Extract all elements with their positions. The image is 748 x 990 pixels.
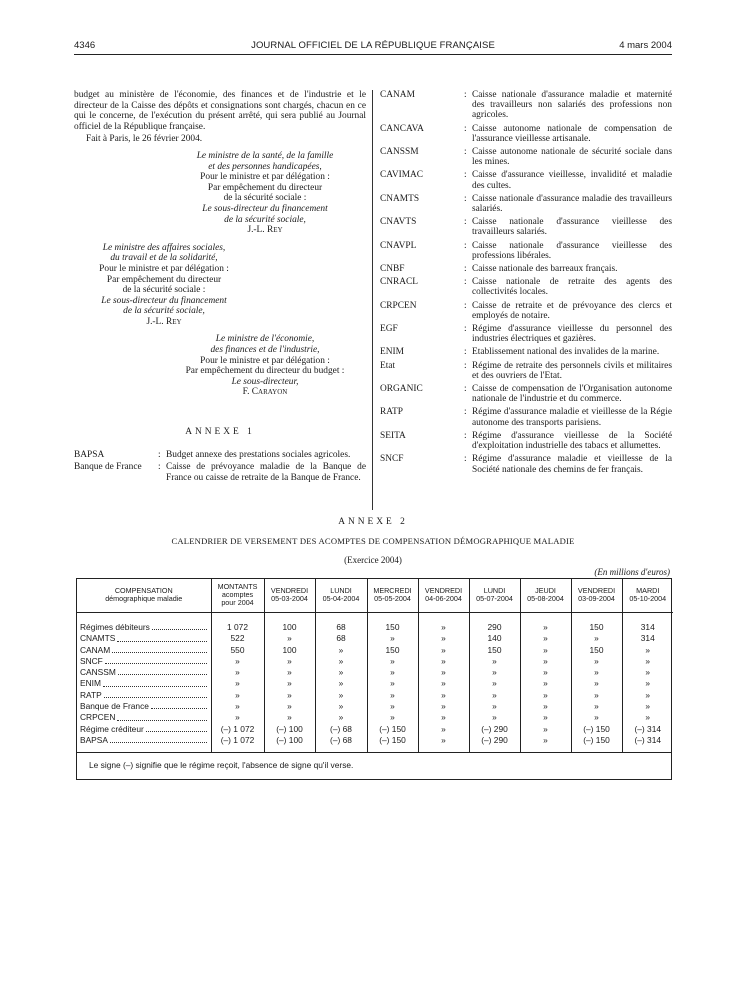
- sig1-line: Par empêchement du directeur: [207, 182, 323, 193]
- value-cell: »: [622, 712, 673, 723]
- dot-leader: [112, 645, 206, 653]
- sig1-line: Le sous-directeur du financement: [202, 203, 328, 214]
- value-cell: »: [622, 656, 673, 667]
- value-cell: 68: [315, 633, 367, 644]
- glossary-abbr: SEITA: [380, 430, 406, 441]
- sig1-signatory: J.-L. Rey: [247, 225, 283, 236]
- value-cell: »: [418, 667, 469, 678]
- value-cell: »: [367, 656, 418, 667]
- value-cell: (–) 100: [264, 724, 315, 735]
- value-cell: »: [418, 712, 469, 723]
- annexe-1-def: Caisse de prévoyance maladie de la Banque de France ou caisse de retraite de la Banque de France.: [166, 462, 366, 483]
- value-cell: (–) 290: [469, 735, 520, 746]
- column-header-line: JEUDI: [535, 586, 556, 596]
- row-label-text: Banque de France: [80, 701, 149, 712]
- row-label: [80, 724, 208, 735]
- value-cell: »: [367, 712, 418, 723]
- value-cell: »: [571, 690, 622, 701]
- value-cell: »: [469, 656, 520, 667]
- sig2-line: de la sécurité sociale,: [123, 306, 205, 317]
- value-cell: 100: [264, 622, 315, 633]
- value-cell: (–) 68: [315, 735, 367, 746]
- value-cell: »: [469, 667, 520, 678]
- sig2-line: Le sous-directeur du financement: [101, 295, 227, 306]
- glossary-def: Régime d'assurance vieillesse du personnel des industries électriques et gazières.: [472, 324, 672, 345]
- value-cell: »: [571, 633, 622, 644]
- glossary-def: Caisse d'assurance vieillesse, invalidité et maladie des cultes.: [472, 170, 672, 191]
- spacer-cell: [418, 612, 469, 622]
- value-cell: »: [622, 667, 673, 678]
- column-header-line: 05-05-2004: [374, 594, 411, 604]
- table-row: [77, 633, 673, 644]
- value-cell: »: [264, 701, 315, 712]
- glossary-abbr: EGF: [380, 324, 398, 335]
- glossary-def: Caisse nationale des barreaux français.: [472, 264, 618, 275]
- value-cell: (–) 100: [264, 735, 315, 746]
- row-label-text: CANAM: [80, 644, 111, 655]
- row-label: [80, 667, 208, 678]
- column-header: [367, 579, 418, 612]
- glossary-item: SNCF : Régime d'assurance maladie et vieillesse de la Société nationale des chemins de fer français.: [380, 454, 672, 475]
- value-cell: (–) 314: [622, 735, 673, 746]
- value-cell: 522: [211, 633, 264, 644]
- glossary-abbr: SNCF: [380, 454, 404, 465]
- sig2-line: du travail et de la solidarité,: [110, 253, 218, 264]
- table-spacer-row: [77, 612, 673, 622]
- value-cell: »: [520, 701, 571, 712]
- value-cell: 150: [469, 645, 520, 656]
- column-header-line: acomptes: [221, 590, 254, 600]
- row-label-cell: [77, 712, 211, 723]
- glossary-def: Caisse autonome nationale de sécurité sociale dans les mines.: [472, 147, 672, 168]
- column-header-line: MONTANTS: [217, 582, 258, 592]
- value-cell: (–) 150: [367, 735, 418, 746]
- value-cell: »: [367, 678, 418, 689]
- value-cell: »: [418, 735, 469, 746]
- column-header-line: 05-10-2004: [629, 594, 667, 604]
- value-cell: »: [469, 690, 520, 701]
- glossary-item: CNAVTS : Caisse nationale d'assurance vieillesse des travailleurs salariés.: [380, 217, 672, 238]
- row-label-cell: [77, 622, 211, 633]
- sig2-line: Pour le ministre et par délégation :: [99, 263, 229, 274]
- issue-date: 4 mars 2004: [619, 40, 672, 51]
- value-cell: (–) 314: [622, 724, 673, 735]
- table-row: [77, 678, 673, 689]
- value-cell: »: [211, 712, 264, 723]
- column-header-line: 04-06-2004: [425, 594, 462, 604]
- value-cell: »: [418, 690, 469, 701]
- row-label-text: CRPCEN: [80, 712, 116, 723]
- value-cell: 150: [367, 645, 418, 656]
- glossary-item: CAVIMAC : Caisse d'assurance vieillesse, invalidité et maladie des cultes.: [380, 170, 672, 191]
- glossary: [380, 90, 672, 478]
- table-row: [77, 712, 673, 723]
- row-label-text: Régimes débiteurs: [80, 622, 150, 632]
- table-header-row: [77, 579, 673, 612]
- value-cell: »: [211, 667, 264, 678]
- value-cell: »: [367, 701, 418, 712]
- glossary-abbr: CAVIMAC: [380, 170, 424, 181]
- glossary-abbr: CANCAVA: [380, 123, 424, 134]
- column-header: [469, 579, 520, 612]
- glossary-abbr: CRPCEN: [380, 300, 417, 311]
- row-label-cell: [77, 645, 211, 656]
- annexe-1-item: Banque de France : Caisse de prévoyance maladie de la Banque de France ou caisse de retraite de la Banque de France.: [74, 462, 366, 483]
- value-cell: »: [264, 690, 315, 701]
- row-label-cell: [77, 690, 211, 701]
- value-cell: »: [264, 656, 315, 667]
- dot-leader: [103, 678, 207, 686]
- spacer-cell: [77, 612, 211, 622]
- value-cell: 1 072: [211, 622, 264, 633]
- glossary-item: ENIM : Etablissement national des invalides de la marine.: [380, 347, 672, 357]
- value-cell: »: [520, 678, 571, 689]
- value-cell: »: [622, 690, 673, 701]
- row-label: [80, 701, 208, 712]
- glossary-def: Caisse nationale d'assurance maladie des travailleurs salariés.: [472, 193, 672, 215]
- sig3-line: Pour le ministre et par délégation :: [200, 355, 330, 366]
- glossary-def: Caisse de compensation de l'Organisation autonome nationale de l'industrie et du commerce.: [472, 384, 672, 405]
- row-label-text: Régime créditeur: [80, 723, 144, 734]
- value-cell: (–) 150: [367, 724, 418, 735]
- row-label: [80, 735, 208, 746]
- value-cell: »: [469, 701, 520, 712]
- value-cell: (–) 1 072: [211, 724, 264, 735]
- value-cell: »: [418, 701, 469, 712]
- value-cell: 550: [211, 645, 264, 656]
- sig1-line: de la sécurité sociale,: [224, 214, 306, 225]
- column-header: [571, 579, 622, 612]
- value-cell: »: [571, 678, 622, 689]
- row-label: [80, 622, 208, 633]
- value-cell: (–) 150: [571, 724, 622, 735]
- row-label: [80, 645, 208, 656]
- glossary-item: CNAVPL : Caisse nationale d'assurance vieillesse des professions libérales.: [380, 240, 672, 261]
- value-cell: (–) 1 072: [211, 735, 264, 746]
- glossary-def: Caisse nationale d'assurance vieillesse des travailleurs salariés.: [472, 217, 672, 238]
- dot-leader: [117, 712, 206, 720]
- value-cell: »: [367, 690, 418, 701]
- spacer-cell: [315, 612, 367, 622]
- value-cell: »: [571, 656, 622, 667]
- column-header: [520, 579, 571, 612]
- unit-note: (En millions d'euros): [594, 567, 670, 577]
- column-header-line: LUNDI: [483, 586, 506, 596]
- signature-block-3: [74, 334, 366, 398]
- signature-block-1: [74, 151, 366, 236]
- value-cell: »: [418, 645, 469, 656]
- annexe-1-abbr: Banque de France: [74, 462, 142, 473]
- column-header-line: 05-04-2004: [322, 594, 360, 604]
- glossary-abbr: ORGANIC: [380, 384, 423, 395]
- value-cell: »: [418, 622, 469, 633]
- value-cell: »: [315, 656, 367, 667]
- value-cell: »: [469, 678, 520, 689]
- annexe-2-heading: [74, 517, 672, 565]
- glossary-abbr: CNBF: [380, 264, 405, 275]
- value-cell: »: [571, 712, 622, 723]
- row-label-text: CANSSM: [80, 667, 116, 678]
- spacer-cell: [264, 612, 315, 622]
- glossary-abbr: CANAM: [380, 90, 415, 100]
- spacer-cell: [211, 612, 264, 622]
- spacer-cell: [367, 612, 418, 622]
- glossary-def: Etablissement national des invalides de la marine.: [472, 347, 660, 358]
- value-cell: »: [520, 667, 571, 678]
- column-header-line: LUNDI: [330, 586, 352, 596]
- glossary-item: CANCAVA : Caisse autonome nationale de compensation de l'assurance vieillesse artisanale.: [380, 123, 672, 144]
- value-cell: »: [367, 667, 418, 678]
- value-cell: 100: [264, 645, 315, 656]
- sig3-line: Par empêchement du directeur du budget :: [185, 366, 345, 377]
- glossary-item: CNAMTS : Caisse nationale d'assurance maladie des travailleurs salariés.: [380, 193, 672, 215]
- value-cell: »: [520, 690, 571, 701]
- journal-title: JOURNAL OFFICIEL DE LA RÉPUBLIQUE FRANÇAISE: [251, 40, 495, 51]
- value-cell: 140: [469, 633, 520, 644]
- value-cell: »: [211, 656, 264, 667]
- sig3-line: des finances et de l'industrie,: [210, 345, 320, 356]
- annexe-1-item: BAPSA : Budget annexe des prestations sociales agricoles.: [74, 450, 366, 461]
- column-header-line: 05-03-2004: [271, 594, 308, 604]
- value-cell: 150: [367, 622, 418, 633]
- annexe-1-def: Budget annexe des prestations sociales agricoles.: [166, 449, 351, 460]
- value-cell: »: [520, 656, 571, 667]
- annexe-1: [74, 427, 366, 485]
- value-cell: »: [264, 712, 315, 723]
- value-cell: »: [520, 735, 571, 746]
- value-cell: »: [571, 701, 622, 712]
- column-header: [77, 579, 211, 612]
- annexe-2-exercise: (Exercice 2004): [344, 555, 402, 565]
- table-row: [77, 622, 673, 633]
- glossary-def: Caisse nationale d'assurance vieillesse des professions libérales.: [472, 240, 672, 261]
- sig1-line: et des personnes handicapées,: [208, 161, 322, 172]
- glossary-item: ORGANIC : Caisse de compensation de l'Organisation autonome nationale de l'industrie et du commerce.: [380, 384, 672, 405]
- value-cell: »: [315, 667, 367, 678]
- glossary-def: Caisse autonome nationale de compensation de l'assurance vieillesse artisanale.: [472, 123, 672, 144]
- table-row: [77, 735, 673, 746]
- value-cell: »: [622, 645, 673, 656]
- dot-leader: [146, 724, 207, 732]
- table-row: [77, 701, 673, 712]
- dot-leader: [117, 633, 206, 641]
- table-row: [77, 667, 673, 678]
- spacer-cell: [469, 612, 520, 622]
- sig2-line: Par empêchement du directeur: [106, 274, 222, 285]
- glossary-item: CANSSM : Caisse autonome nationale de sécurité sociale dans les mines.: [380, 147, 672, 168]
- sig1-line: de la sécurité sociale :: [223, 193, 307, 204]
- value-cell: »: [622, 701, 673, 712]
- glossary-item: CANAM : Caisse nationale d'assurance maladie et maternité des travailleurs non salariés des professions non agricoles.: [380, 90, 672, 121]
- value-cell: (–) 150: [571, 735, 622, 746]
- glossary-abbr: CNAVPL: [380, 240, 417, 251]
- table-footnote: Le signe (–) signifie que le régime reçoit, l'absence de signe qu'il verse.: [77, 752, 671, 779]
- column-header-line: pour 2004: [221, 598, 254, 608]
- row-label-cell: [77, 656, 211, 667]
- row-label-cell: [77, 724, 211, 735]
- row-label-text: RATP: [80, 689, 102, 700]
- done-at: Fait à Paris, le 26 février 2004.: [86, 134, 203, 145]
- row-label-text: CNAMTS: [80, 633, 116, 644]
- column-divider: [372, 90, 373, 510]
- value-cell: »: [520, 622, 571, 633]
- payment-calendar-table: [76, 578, 672, 780]
- value-cell: »: [520, 645, 571, 656]
- value-cell: 314: [622, 633, 673, 644]
- glossary-def: Régime d'assurance maladie et vieillesse de la Régie autonome des transports parisiens.: [472, 407, 672, 428]
- row-label-text: SNCF: [80, 655, 103, 666]
- glossary-abbr: CNAMTS: [380, 193, 420, 204]
- value-cell: 150: [571, 622, 622, 633]
- intro-paragraph: budget au ministère de l'économie, des finances et de l'industrie et le directeur de la Caisse des dépôts et consignations sont chargés, chacun en ce qui le concerne, de l'exécution du présent arrêté, qui sera publié au Journal officiel de la République française.: [74, 90, 366, 132]
- value-cell: (–) 68: [315, 724, 367, 735]
- dot-leader: [110, 735, 207, 743]
- row-label-cell: [77, 667, 211, 678]
- value-cell: »: [315, 678, 367, 689]
- glossary-item: CRPCEN : Caisse de retraite et de prévoyance des clercs et employés de notaire.: [380, 300, 672, 321]
- sig3-signatory: F. Carayon: [242, 387, 288, 398]
- value-cell: »: [315, 712, 367, 723]
- value-cell: »: [211, 678, 264, 689]
- column-header-line: 05-08-2004: [527, 594, 564, 604]
- sig1-line: Le ministre de la santé, de la famille: [196, 150, 334, 161]
- value-cell: »: [520, 724, 571, 735]
- glossary-def: Caisse nationale d'assurance maladie et maternité des travailleurs non salariés des professions non agricoles.: [472, 90, 672, 121]
- row-label-cell: [77, 701, 211, 712]
- column-header-line: 05-07-2004: [476, 594, 513, 604]
- dot-leader: [118, 667, 207, 675]
- glossary-abbr: CNRACL: [380, 277, 419, 288]
- value-cell: »: [418, 656, 469, 667]
- glossary-item: CNRACL : Caisse nationale de retraite des agents des collectivités locales.: [380, 277, 672, 298]
- spacer-cell: [520, 612, 571, 622]
- column-header: [264, 579, 315, 612]
- table-row: [77, 724, 673, 735]
- spacer-cell: [571, 612, 622, 622]
- dot-leader: [152, 622, 207, 630]
- header-rule: [74, 54, 672, 55]
- column-header-line: VENDREDI: [577, 586, 616, 596]
- glossary-item: EGF : Régime d'assurance vieillesse du personnel des industries électriques et gazières.: [380, 324, 672, 345]
- sig2-signatory: J.-L. Rey: [146, 316, 182, 327]
- value-cell: (–) 290: [469, 724, 520, 735]
- value-cell: »: [571, 667, 622, 678]
- value-cell: »: [211, 701, 264, 712]
- value-cell: »: [520, 633, 571, 644]
- annexe-2-title: ANNEXE 2: [338, 517, 408, 527]
- table-row: [77, 690, 673, 701]
- glossary-item: SEITA : Régime d'assurance vieillesse de la Société d'exploitation industrielle des tabacs et allumettes.: [380, 430, 672, 452]
- glossary-item: RATP : Régime d'assurance maladie et vieillesse de la Régie autonome des transports parisiens.: [380, 407, 672, 428]
- glossary-abbr: RATP: [380, 407, 403, 418]
- glossary-item: CNBF : Caisse nationale des barreaux français.: [380, 264, 672, 274]
- sig1-line: Pour le ministre et par délégation :: [200, 172, 330, 183]
- row-label-cell: [77, 678, 211, 689]
- sig3-line: Le sous-directeur,: [231, 376, 299, 387]
- value-cell: »: [315, 690, 367, 701]
- glossary-abbr: CANSSM: [380, 147, 419, 158]
- row-label: [80, 633, 208, 644]
- glossary-def: Régime d'assurance vieillesse de la Société d'exploitation industrielle des tabacs et allumettes.: [472, 430, 672, 452]
- column-header: [418, 579, 469, 612]
- row-label-cell: [77, 633, 211, 644]
- glossary-abbr: Etat: [380, 360, 396, 371]
- value-cell: »: [469, 712, 520, 723]
- value-cell: »: [520, 712, 571, 723]
- column-header-line: VENDREDI: [424, 586, 463, 596]
- spacer-cell: [622, 612, 673, 622]
- glossary-def: Caisse nationale de retraite des agents des collectivités locales.: [472, 277, 672, 298]
- value-cell: »: [264, 667, 315, 678]
- dot-leader: [104, 690, 207, 698]
- value-cell: »: [418, 724, 469, 735]
- table-row: [77, 645, 673, 656]
- value-cell: »: [622, 678, 673, 689]
- dot-leader: [105, 656, 207, 664]
- sig2-line: de la sécurité sociale :: [122, 285, 206, 296]
- table-row: [77, 656, 673, 667]
- column-header-line: VENDREDI: [270, 586, 309, 596]
- glossary-def: Régime d'assurance maladie et vieillesse de la Société nationale des chemins de fer français.: [472, 454, 672, 475]
- value-cell: »: [315, 701, 367, 712]
- row-label: [80, 712, 208, 723]
- row-label-text: BAPSA: [80, 734, 108, 745]
- column-header-line: 03-09-2004: [578, 594, 615, 604]
- column-header-line: démographique maladie: [105, 594, 183, 604]
- column-header-line: MERCREDI: [373, 586, 412, 596]
- page-number: 4346: [74, 40, 96, 51]
- annexe-1-title: ANNEXE 1: [185, 427, 255, 437]
- sig2-line: Le ministre des affaires sociales,: [102, 242, 226, 253]
- value-cell: »: [367, 633, 418, 644]
- glossary-abbr: CNAVTS: [380, 217, 417, 228]
- glossary-def: Caisse de retraite et de prévoyance des clercs et employés de notaire.: [472, 300, 672, 321]
- column-header: [622, 579, 673, 612]
- value-cell: 150: [571, 645, 622, 656]
- column-header: [211, 579, 264, 612]
- row-label-cell: [77, 735, 211, 746]
- row-label: [80, 656, 208, 667]
- column-header-line: MARDI: [636, 586, 660, 596]
- signature-block-2: [74, 243, 254, 328]
- row-label-text: ENIM: [80, 678, 101, 689]
- column-header-line: COMPENSATION: [114, 586, 173, 596]
- value-cell: »: [315, 645, 367, 656]
- row-label: [80, 690, 208, 701]
- annexe-1-abbr: BAPSA: [74, 449, 105, 460]
- column-header: [315, 579, 367, 612]
- glossary-def: Régime de retraite des personnels civils et militaires et des ouvriers de l'Etat.: [472, 360, 672, 381]
- value-cell: 290: [469, 622, 520, 633]
- value-cell: »: [264, 678, 315, 689]
- value-cell: »: [264, 633, 315, 644]
- value-cell: 68: [315, 622, 367, 633]
- dot-leader: [151, 701, 207, 709]
- value-cell: 314: [622, 622, 673, 633]
- sig3-line: Le ministre de l'économie,: [215, 334, 315, 345]
- row-label: [80, 678, 208, 689]
- glossary-item: Etat : Régime de retraite des personnels civils et militaires et des ouvriers de l'Etat.: [380, 360, 672, 381]
- glossary-abbr: ENIM: [380, 347, 404, 358]
- left-column: [74, 90, 366, 398]
- annexe-2-subtitle: CALENDRIER DE VERSEMENT DES ACOMPTES DE COMPENSATION DÉMOGRAPHIQUE MALADIE: [171, 536, 575, 546]
- value-cell: »: [418, 633, 469, 644]
- value-cell: »: [418, 678, 469, 689]
- value-cell: »: [211, 690, 264, 701]
